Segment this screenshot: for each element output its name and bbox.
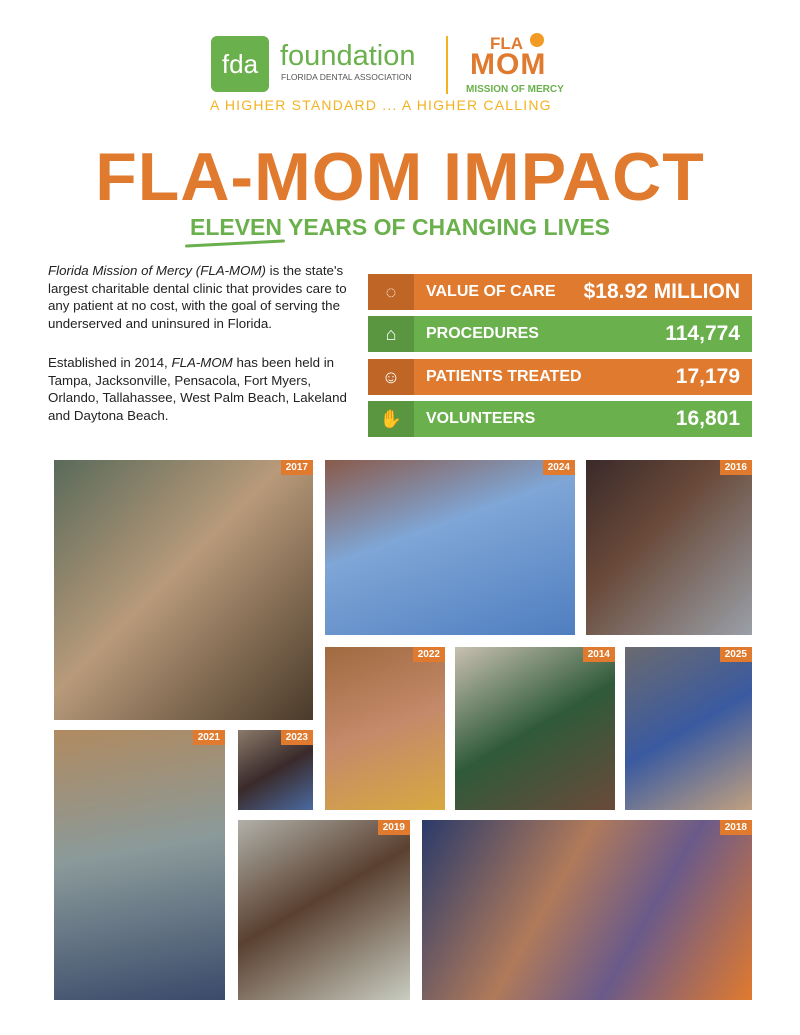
stat-label: PROCEDURES [426, 325, 539, 342]
fda-subtitle: FLORIDA DENTAL ASSOCIATION [281, 72, 412, 82]
intro-paragraph [48, 262, 353, 332]
history-emphasis: FLA-MOM [171, 355, 233, 370]
stat-value: 16,801 [675, 407, 740, 430]
dentist-icon: ☺ [368, 359, 414, 395]
history-text-a: Established in 2014, [48, 355, 172, 370]
photo-2017 [54, 460, 313, 720]
year-badge: 2014 [583, 647, 615, 662]
stat-value: 17,179 [675, 365, 740, 388]
year-badge: 2018 [720, 820, 752, 835]
intro-emphasis: Florida Mission of Mercy (FLA-MOM) [48, 263, 266, 278]
stat-patients [368, 359, 752, 395]
year-badge: 2021 [193, 730, 225, 745]
photo-2019 [238, 820, 410, 1000]
photo-2014 [455, 647, 615, 810]
stat-value: $18.92 MILLION [583, 280, 740, 303]
orange-icon [530, 33, 544, 47]
fda-logo: fda [211, 36, 269, 92]
raised-hands-icon: ✋ [368, 401, 414, 437]
page-subtitle: ELEVEN YEARS OF CHANGING LIVES [189, 214, 611, 240]
intro-text: is the state's largest charitable dental clinic that provides care to any patient at no cost, with the goal of serving the underserved and uninsured in Florida. [48, 263, 347, 331]
page-title: FLA-MOM IMPACT [95, 139, 705, 215]
stat-value: 114,774 [665, 322, 740, 345]
stat-value-of-care [368, 274, 752, 310]
photo-2021 [54, 730, 225, 1000]
fla-mom-logo-subtitle: MISSION OF MERCY [466, 84, 564, 95]
history-text-b: has been held in Tampa, Jacksonville, Pensacola, Fort Myers, Orlando, Tallahassee, West Palm Beach, Lakeland and Daytona Beach. [48, 355, 347, 423]
stat-procedures [368, 316, 752, 352]
fla-mom-logo-mom: MOM [470, 48, 547, 81]
stat-label: VALUE OF CARE [426, 283, 556, 300]
photo-2025 [625, 647, 752, 810]
photo-2023 [238, 730, 313, 810]
year-badge: 2024 [543, 460, 575, 475]
photo-2018 [422, 820, 752, 1000]
year-badge: 2022 [413, 647, 445, 662]
photo-2024 [325, 460, 575, 635]
stat-label: VOLUNTEERS [426, 410, 536, 427]
photo-2022 [325, 647, 445, 810]
year-badge: 2016 [720, 460, 752, 475]
history-paragraph [48, 354, 353, 424]
year-badge: 2025 [720, 647, 752, 662]
year-badge: 2017 [281, 460, 313, 475]
stat-volunteers [368, 401, 752, 437]
photo-2016 [586, 460, 752, 635]
year-badge: 2019 [378, 820, 410, 835]
dental-chair-icon: ⌂ [368, 316, 414, 352]
year-badge: 2023 [281, 730, 313, 745]
foundation-wordmark: foundation [280, 40, 416, 72]
stat-label: PATIENTS TREATED [426, 368, 582, 385]
fla-mom-logo-top: FLA [490, 34, 524, 53]
logo-divider [446, 36, 448, 94]
piggy-bank-icon: ◌ [368, 274, 414, 310]
tagline: A HIGHER STANDARD ... A HIGHER CALLING [210, 97, 552, 113]
